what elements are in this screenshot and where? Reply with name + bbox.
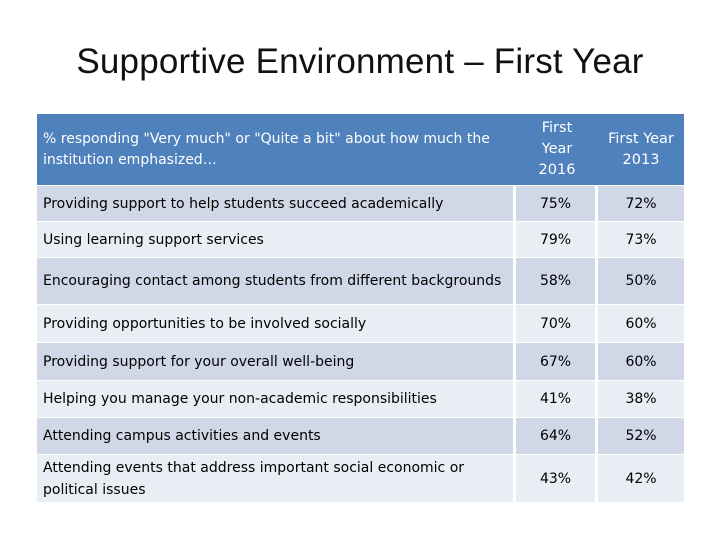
value-2013: 50% bbox=[598, 257, 684, 304]
value-2013: 60% bbox=[598, 304, 684, 342]
table-row bbox=[37, 185, 684, 221]
value-2013: 72% bbox=[598, 185, 684, 221]
value-2016: 70% bbox=[516, 304, 598, 342]
value-2013: 73% bbox=[598, 221, 684, 257]
value-2016: 75% bbox=[516, 185, 598, 221]
value-2013: 42% bbox=[598, 454, 684, 502]
row-label: Attending events that address important social economic or political issues bbox=[37, 454, 516, 502]
header-question: % responding "Very much" or "Quite a bit" about how much the institution emphasized… bbox=[37, 114, 516, 185]
row-label: Encouraging contact among students from different backgrounds bbox=[37, 257, 516, 304]
value-2016: 79% bbox=[516, 221, 598, 257]
header-2016-line-2: Year bbox=[541, 141, 573, 157]
table-row bbox=[37, 417, 684, 454]
header-2013-line-2: 2013 bbox=[622, 151, 660, 168]
value-2016: 43% bbox=[516, 454, 598, 502]
value-2016: 41% bbox=[516, 380, 598, 417]
header-first-year-2013 bbox=[598, 114, 684, 185]
table-row bbox=[37, 221, 684, 257]
slide-title: Supportive Environment – First Year bbox=[76, 42, 644, 81]
header-2016-line-1: First bbox=[541, 120, 573, 136]
table-row bbox=[37, 454, 684, 502]
row-label: Using learning support services bbox=[37, 221, 516, 257]
value-2013: 52% bbox=[598, 417, 684, 454]
header-2016-line-3: 2016 bbox=[538, 162, 576, 178]
value-2016: 67% bbox=[516, 342, 598, 380]
row-label: Providing opportunities to be involved socially bbox=[37, 304, 516, 342]
row-label: Helping you manage your non-academic responsibilities bbox=[37, 380, 516, 417]
table-row bbox=[37, 380, 684, 417]
table-row bbox=[37, 257, 684, 304]
table-row bbox=[37, 304, 684, 342]
value-2013: 60% bbox=[598, 342, 684, 380]
survey-table bbox=[37, 114, 684, 502]
header-first-year-2016 bbox=[516, 114, 598, 185]
value-2016: 58% bbox=[516, 257, 598, 304]
value-2016: 64% bbox=[516, 417, 598, 454]
row-label: Providing support for your overall well-being bbox=[37, 342, 516, 380]
row-label: Attending campus activities and events bbox=[37, 417, 516, 454]
table-row bbox=[37, 342, 684, 380]
table-header-row bbox=[37, 114, 684, 185]
header-2013-line-1: First Year bbox=[608, 130, 674, 147]
row-label: Providing support to help students succeed academically bbox=[37, 185, 516, 221]
value-2013: 38% bbox=[598, 380, 684, 417]
